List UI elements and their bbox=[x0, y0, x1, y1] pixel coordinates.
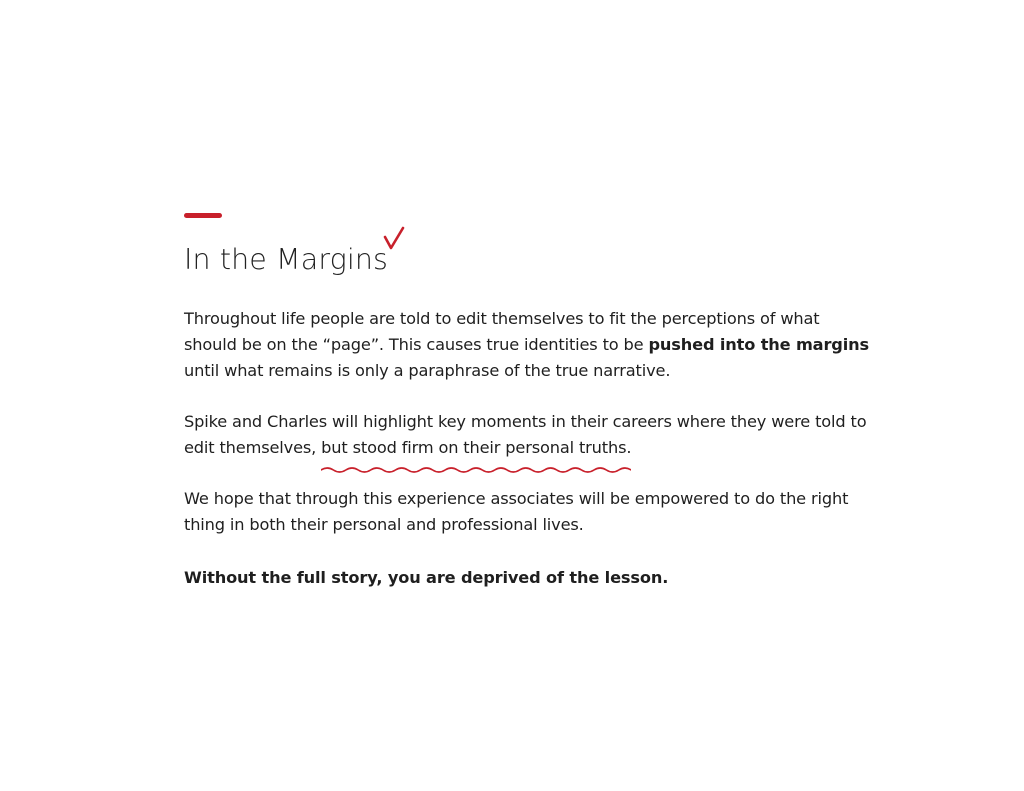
squiggle-underline-icon bbox=[321, 465, 631, 475]
paragraph-intro-tail: until what remains is only a paraphrase of the true narrative. bbox=[184, 361, 671, 380]
paragraph-speakers-underlined: but stood firm on their personal truths. bbox=[321, 438, 632, 457]
paragraph-intro-bold: pushed into the margins bbox=[648, 335, 869, 354]
accent-bar bbox=[184, 213, 222, 218]
paragraph-intro-text: Throughout life people are told to edit themselves to fit the perceptions of what should be on the “page”. This causes true identities to be bbox=[184, 309, 820, 354]
main-content bbox=[184, 210, 874, 591]
paragraph-closing: Without the full story, you are deprived of the lesson. bbox=[184, 568, 669, 587]
squiggle-underlined-text bbox=[321, 435, 631, 461]
paragraph-speakers bbox=[184, 409, 874, 461]
page-title: In the Margins bbox=[184, 243, 388, 276]
paragraph-intro bbox=[184, 306, 874, 384]
title-wrap bbox=[184, 240, 388, 280]
checkmark-icon bbox=[382, 226, 406, 252]
paragraph-hope: We hope that through this experience associates will be empowered to do the right thing in both their personal and professional lives. bbox=[184, 489, 849, 534]
paragraph-speakers-text: Spike and Charles will highlight key moments in their careers where they were told to edit themselves, bbox=[184, 412, 867, 457]
